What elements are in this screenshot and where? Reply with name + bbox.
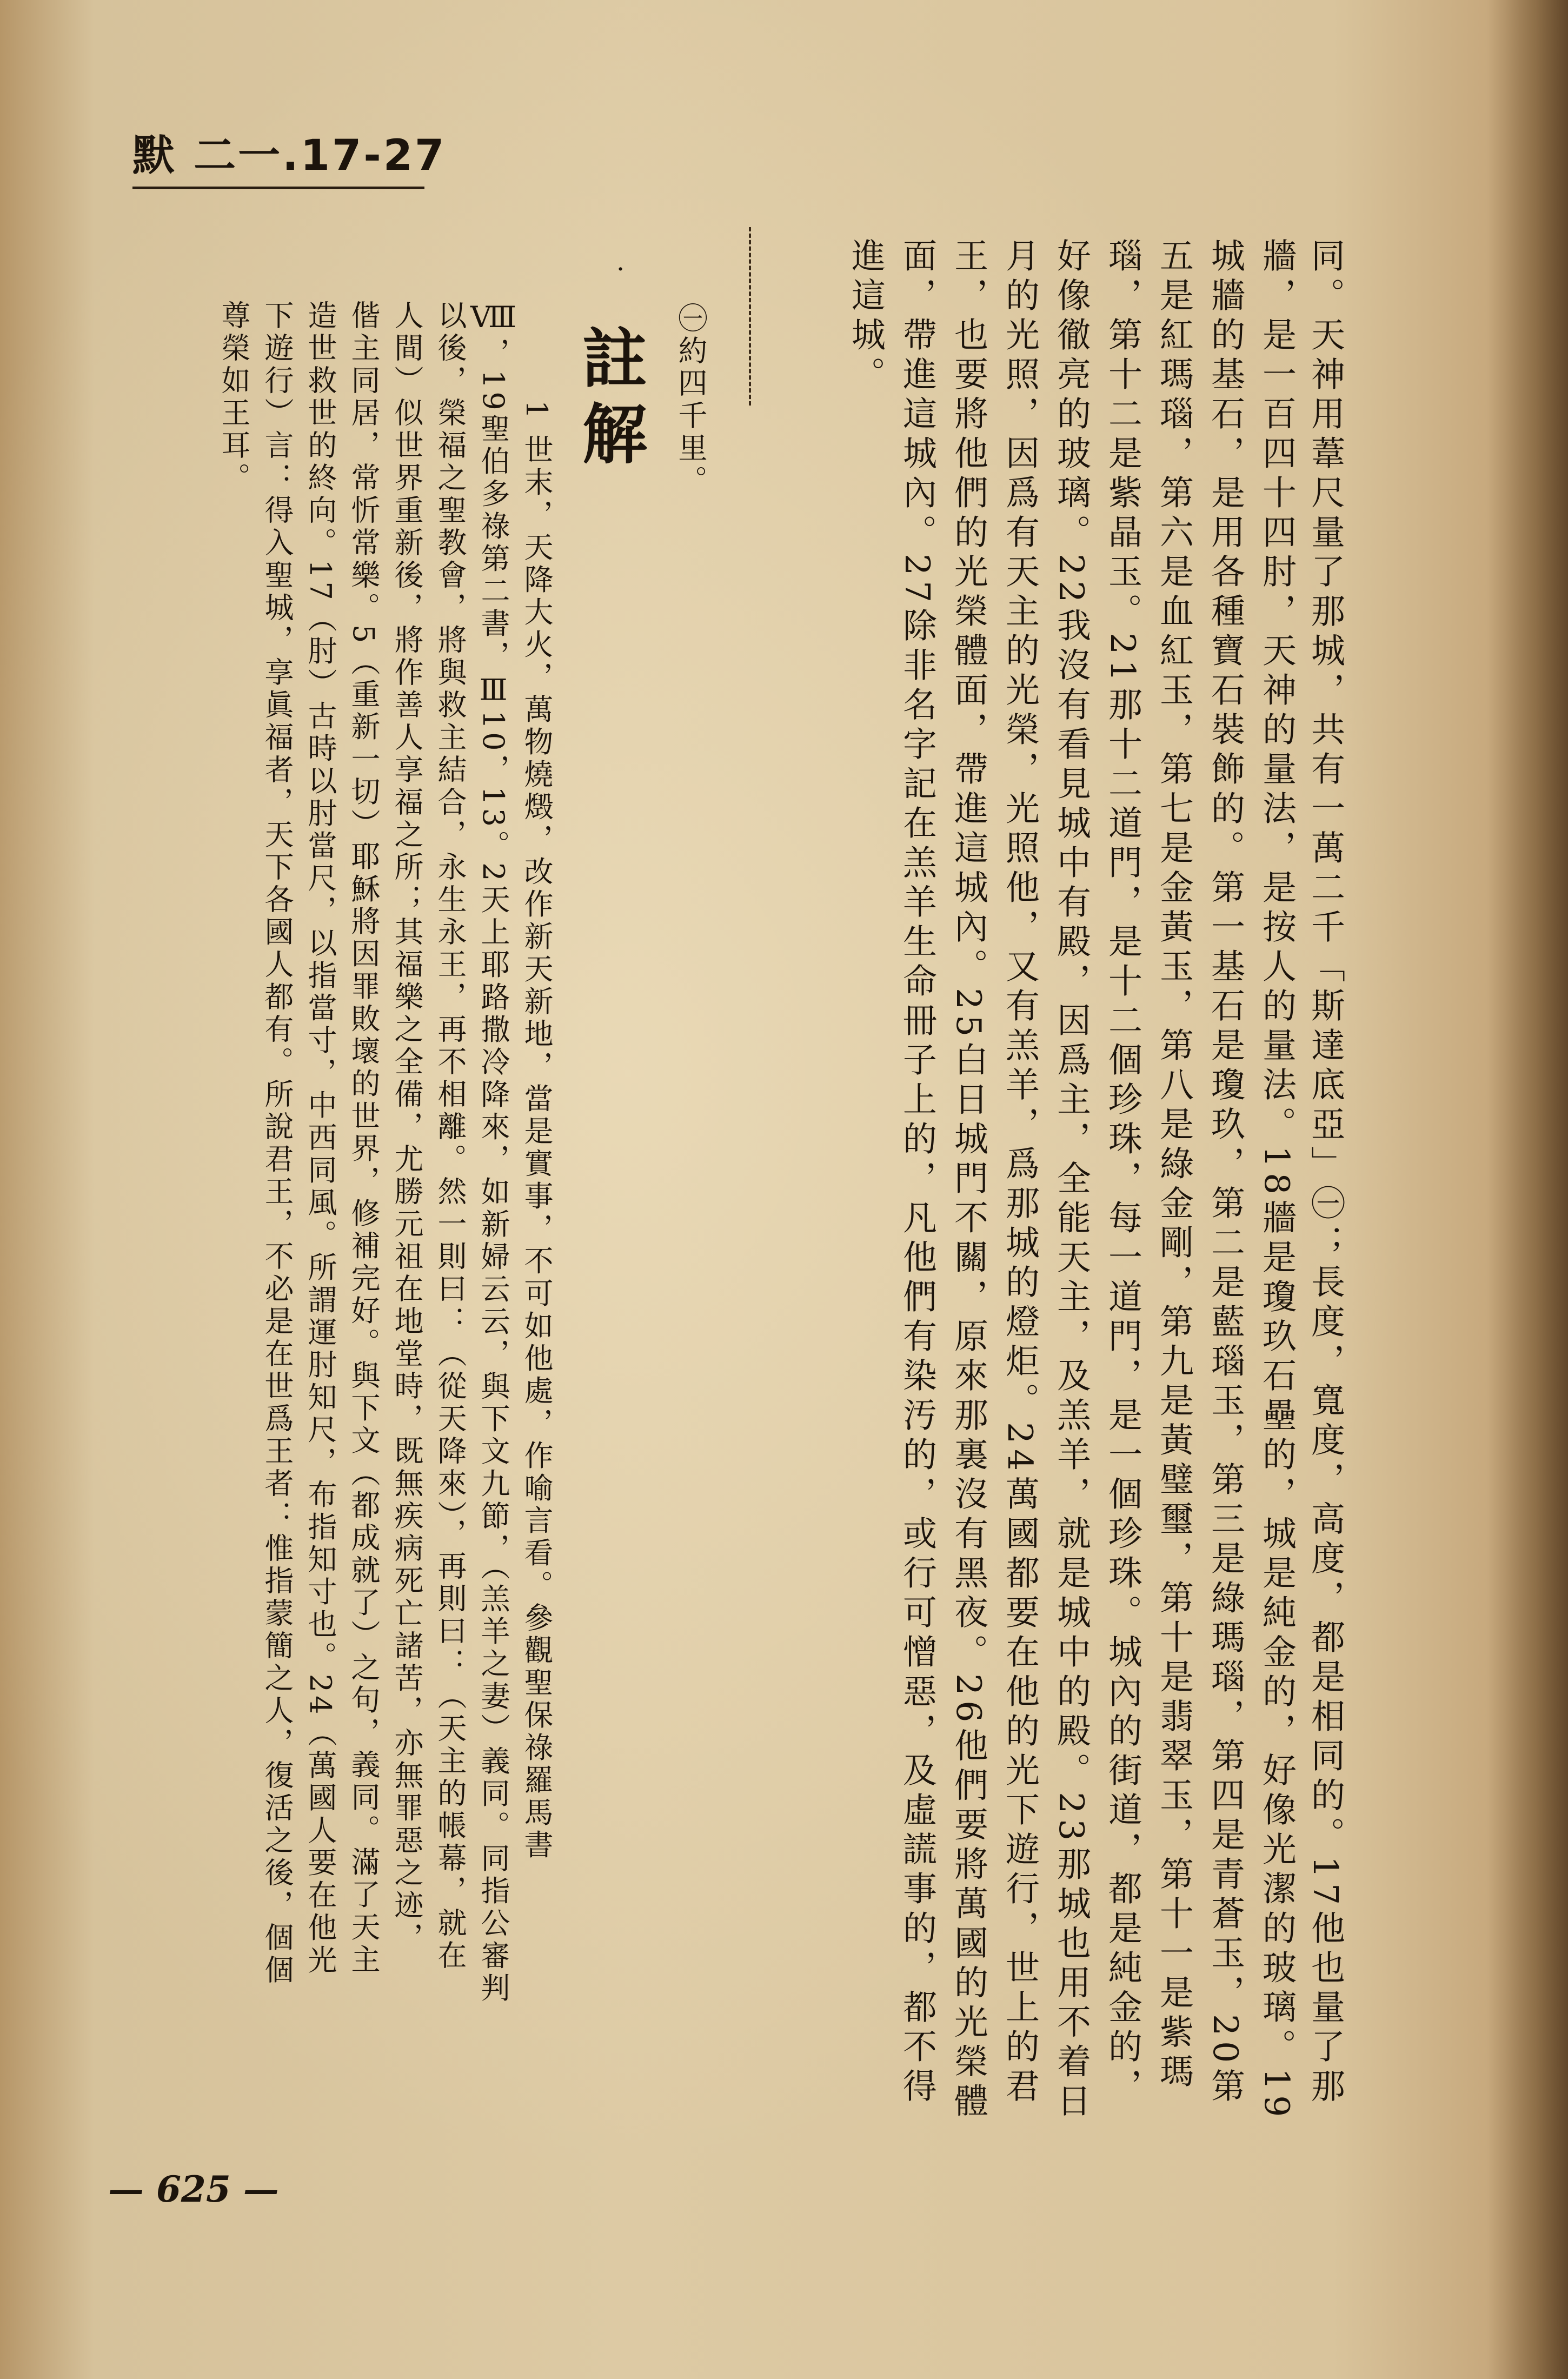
book-spine-shadow: [1487, 0, 1568, 2379]
body-line-3: 城牆的基石，是用各種寶石裝飾的。第一基石是瓊玖，第二是藍瑙玉，第三是綠瑪瑙，第四是青蒼玉，20第: [1206, 238, 1245, 2108]
running-title: 默 二一.17-27: [132, 131, 447, 180]
note-line-2: Ⅷ，19聖伯多祿第二書，Ⅲ10，13。2天上耶路撒冷降來，如新婦云云，與下文九節，（羔羊之妻）義同。同指公審判: [476, 300, 510, 2005]
separator-wavy-line: [749, 227, 762, 406]
note-line-7: 下遊行）言：得入聖城，享眞福者，天下各國人都有。所說君王，不必是在世爲王者：惟指蒙簡之人，復活之後，個個: [260, 300, 294, 1987]
note-line-8: 尊榮如王耳。: [217, 300, 251, 495]
body-line-2: 牆，是一百四十四肘，天神的量法，是按人的量法。18牆是瓊玖石壘的，城是純金的，好像光潔的玻璃。19: [1257, 238, 1297, 2123]
body-line-10: 進這城。: [846, 238, 886, 396]
separator-dot: ·: [616, 254, 625, 284]
footnote: ㊀約四千里。: [674, 303, 708, 497]
note-line-6: 造世救世的終向。17（肘）古時以肘當尺，以指當寸，中西同風。所謂運肘知尺，布指知寸也。24（萬國人要在他光: [303, 300, 337, 1977]
body-line-8: 王，也要將他們的光榮體面，帶進這城內。25白日城門不關，原來那裏沒有黑夜。26他們要將萬國的光榮體: [949, 238, 988, 2123]
body-line-6: 好像徹亮的玻璃。22我沒有看見城中有殿，因爲主，全能天主，及羔羊，就是城中的殿。23那城也用不着日: [1052, 238, 1091, 2123]
note-line-1: 1 世末，天降大火，萬物燒燬，改作新天新地，當是實事，不可如他處，作喻言看。參觀聖保祿羅馬書: [520, 400, 554, 1862]
body-line-9: 面，帶進這城內。27除非名字記在羔羊生命冊子上的，凡他們有染汚的，或行可憎惡，及虛謊事的，都不得: [898, 238, 937, 2108]
note-line-4: 人間）似世界重新後，將作善人享福之所；其福樂之全備，尤勝元祖在地堂時，既無疾病死亡諸苦，亦無罪惡之迹，: [390, 300, 424, 1955]
notes-heading: 註解: [572, 324, 647, 476]
body-line-7: 月的光照，因爲有天主的光榮，光照他，又有羔羊，爲那城的燈炬。24萬國都要在他的光下遊行，世上的君: [1000, 238, 1040, 2108]
body-line-5: 瑙，第十二是紫晶玉。21那十二道門，是十二個珍珠，每一道門，是一個珍珠。城內的街道，都是純金的，: [1103, 238, 1142, 2108]
running-header: [132, 122, 447, 189]
page-number: — 625 —: [108, 2168, 279, 2210]
note-line-3: 以後，榮福之聖教會，將與救主結合，永生永王，再不相離。然一則曰：（從天降來），再則曰：（天主的帳幕，就在: [433, 300, 467, 1972]
body-line-1: 同。天神用葦尺量了那城，共有一萬二千「斯達底亞」㊀；長度，寬度，高度，都是相同的。17他也量了那: [1306, 238, 1345, 2108]
note-line-5: 偕主同居，常忻常樂。5（重新一切）耶穌將因罪敗壞的世界，修補完好。與下文（都成就了）之句，義同。滿了天主: [347, 300, 381, 1977]
body-line-4: 五是紅瑪瑙，第六是血紅玉，第七是金黃玉，第八是綠金剛，第九是黃璧璽，第十是翡翠玉，第十一是紫瑪: [1154, 238, 1194, 2093]
